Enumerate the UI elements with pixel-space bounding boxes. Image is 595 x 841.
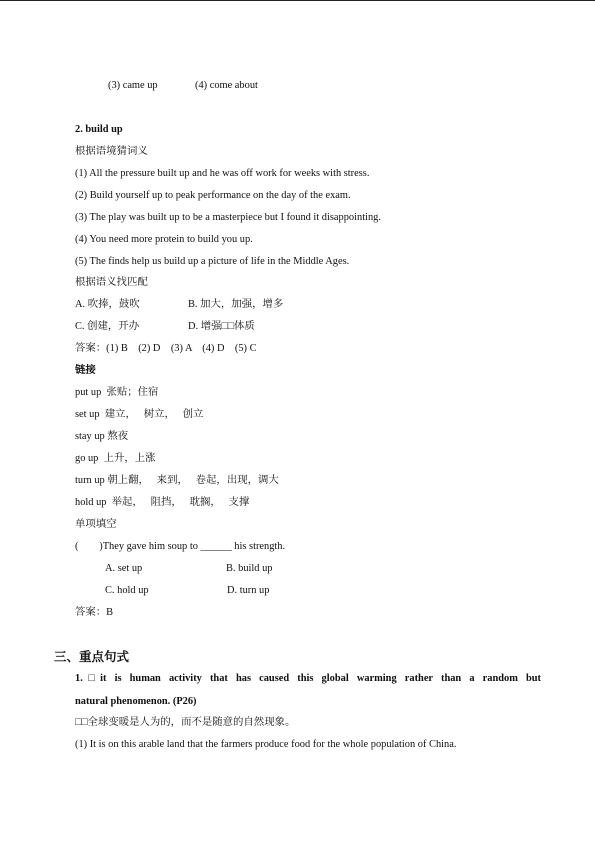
sentence-3: (3) The play was built up to be a masterpiece but I found it disappointing. bbox=[75, 212, 381, 223]
choice-b: B. build up bbox=[226, 563, 273, 574]
phrase-set-up: set up 建立， 树立， 创立 bbox=[75, 409, 204, 420]
sentence-1: (1) All the pressure built up and he was off work for weeks with stress. bbox=[75, 168, 370, 179]
sentence-5: (5) The finds help us build up a picture of life in the Middle Ages. bbox=[75, 256, 350, 267]
choice-c: C. hold up bbox=[105, 585, 149, 596]
match-label: 根据语义找匹配 bbox=[75, 277, 148, 288]
translation: □□全球变暖是人为的，而不是随意的自然现象。 bbox=[75, 717, 296, 728]
phrase-go-up: go up 上升，上涨 bbox=[75, 453, 156, 464]
choices-row-2 bbox=[105, 586, 269, 596]
intro-options bbox=[108, 81, 258, 91]
link-heading: 链接 bbox=[75, 365, 96, 376]
option-4: (4) come about bbox=[195, 80, 258, 91]
phrase-put-up: put up 张贴；住宿 bbox=[75, 387, 159, 398]
answer-line: 答案：(1) B (2) D (3) A (4) D (5) C bbox=[75, 343, 257, 354]
key-sentence-line-2: natural phenomenon. (P26) bbox=[75, 696, 197, 707]
choice-d: D. turn up bbox=[227, 585, 270, 596]
option-3: (3) came up bbox=[108, 80, 158, 91]
section-title: 三、重点句式 bbox=[54, 650, 130, 664]
options-row-2 bbox=[75, 322, 255, 332]
item-heading: 2. build up bbox=[75, 124, 123, 135]
options-row-1 bbox=[75, 300, 283, 310]
choices-row-1 bbox=[105, 564, 272, 574]
option-a: A. 吹捧，鼓吹 bbox=[75, 299, 140, 310]
phrase-hold-up: hold up 举起， 阻挡， 耽搁， 支撑 bbox=[75, 497, 250, 508]
guess-label: 根据语境猜词义 bbox=[75, 146, 148, 157]
exercise-question: ( )They gave him soup to ______ his strength. bbox=[75, 541, 286, 552]
exercise-label: 单项填空 bbox=[75, 519, 117, 530]
exercise-answer: 答案：B bbox=[75, 607, 114, 618]
key-sentence-line-1: 1.□it is human activity that has caused this global warming rather than a random but bbox=[75, 673, 541, 684]
option-d: D. 增强□□体质 bbox=[188, 321, 255, 332]
example-sentence: (1) It is on this arable land that the farmers produce food for the whole population of China. bbox=[75, 739, 457, 750]
phrase-stay-up: stay up 熬夜 bbox=[75, 431, 129, 442]
sentence-2: (2) Build yourself up to peak performance on the day of the exam. bbox=[75, 190, 351, 201]
phrase-turn-up: turn up 朝上翻， 来到， 卷起，出现，调大 bbox=[75, 475, 279, 486]
page-top-rule bbox=[0, 0, 595, 1]
choice-a: A. set up bbox=[105, 563, 143, 574]
option-c: C. 创建，开办 bbox=[75, 321, 140, 332]
option-b: B. 加大，加强，增多 bbox=[188, 299, 284, 310]
sentence-4: (4) You need more protein to build you up. bbox=[75, 234, 253, 245]
